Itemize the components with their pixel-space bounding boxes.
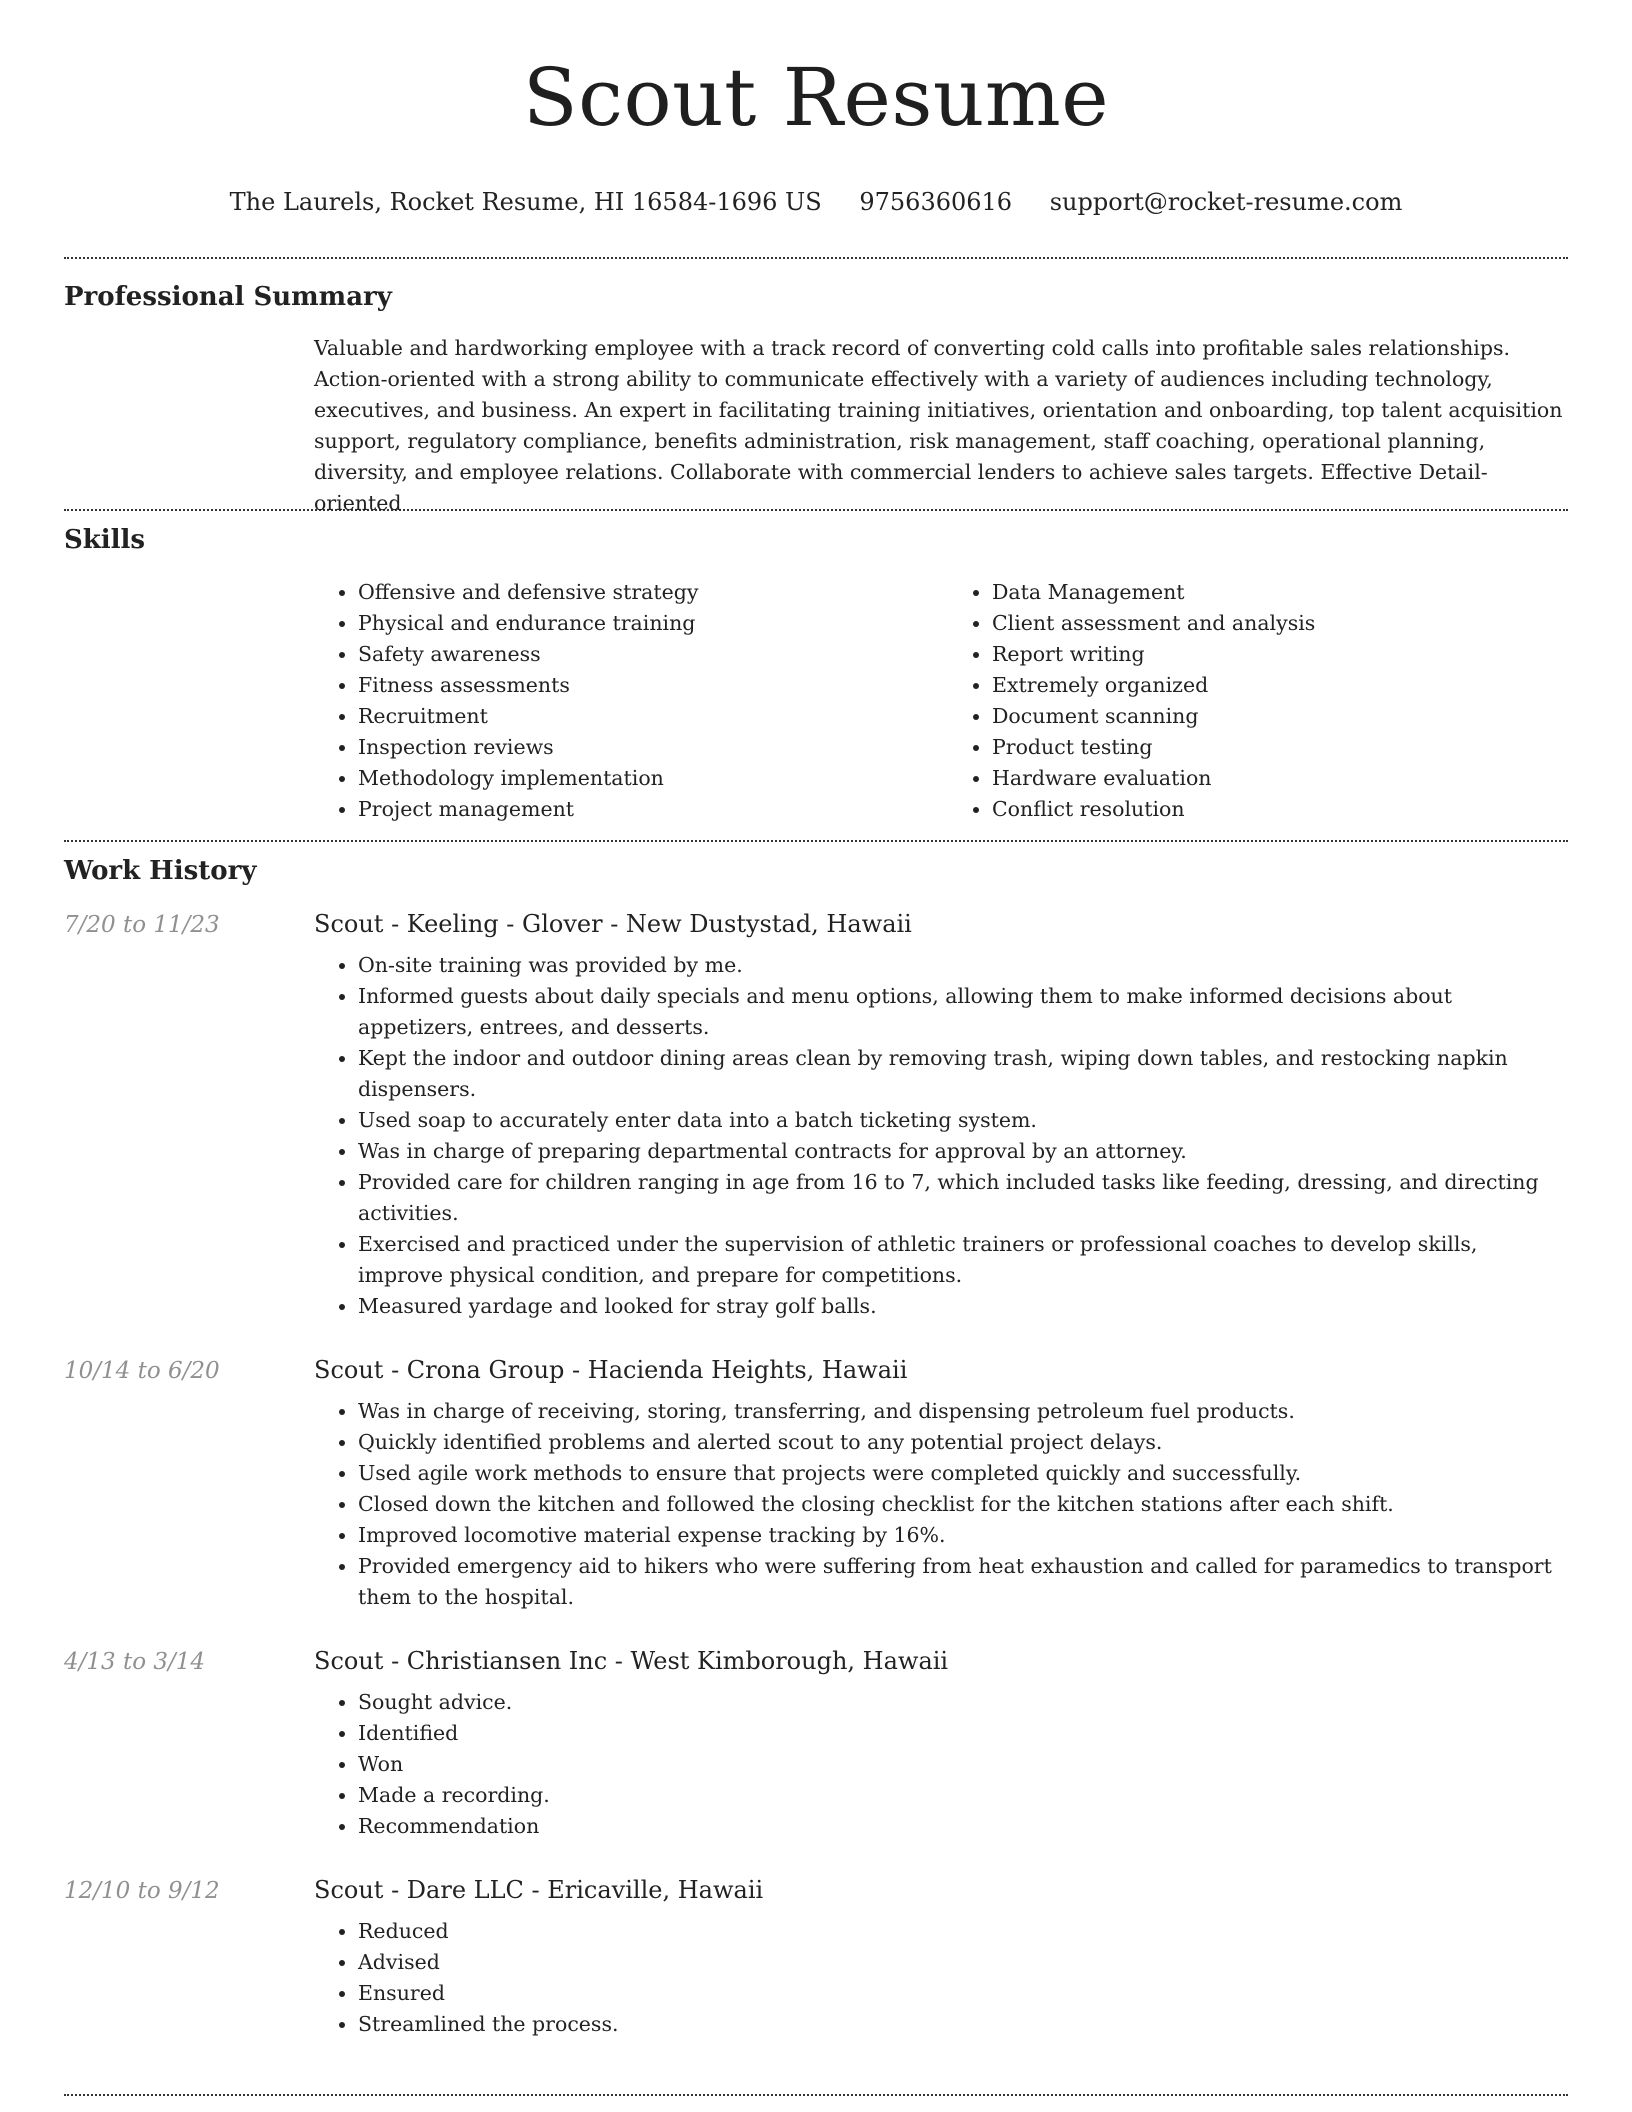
job-duty: • Ensured — [358, 1978, 1568, 2009]
skill-item: • Client assessment and analysis — [992, 608, 1562, 639]
skill-item: • Offensive and defensive strategy — [358, 577, 928, 608]
job-duty: • Made a recording. — [358, 1780, 1568, 1811]
job-duty: • Identified — [358, 1718, 1568, 1749]
job-duties — [314, 1396, 1568, 1613]
job-dates: 10/14 to 6/20 — [64, 1358, 220, 1384]
job-duties — [314, 1687, 1568, 1842]
skills-columns — [314, 577, 1568, 825]
skills-section — [64, 511, 1568, 840]
job-duty-list — [314, 1396, 1568, 1613]
skill-item: • Physical and endurance training — [358, 608, 928, 639]
job-header — [64, 910, 1568, 938]
skill-item: • Data Management — [992, 577, 1562, 608]
job-dates: 4/13 to 3/14 — [64, 1649, 206, 1675]
job-duty: • Measured yardage and looked for stray golf balls. — [358, 1291, 1568, 1322]
job-header — [64, 1876, 1568, 1904]
job-duty-list — [314, 1916, 1568, 2040]
job-title: Scout - Dare LLC - Ericaville, Hawaii — [314, 1876, 764, 1904]
contact-email: support@rocket-resume.com — [1049, 188, 1403, 216]
skill-item: • Report writing — [992, 639, 1562, 670]
job-duties — [314, 1916, 1568, 2040]
skill-item: • Fitness assessments — [358, 670, 928, 701]
contact-line — [64, 184, 1568, 220]
skill-item: • Conflict resolution — [992, 794, 1562, 825]
job-duty: • Used agile work methods to ensure that projects were completed quickly and successfully. — [358, 1458, 1568, 1489]
job-duty-list — [314, 950, 1568, 1322]
summary-body — [314, 333, 1568, 519]
candidate-name: Scout Resume — [522, 51, 1110, 144]
job-duty: • Provided emergency aid to hikers who were suffering from heat exhaustion and called for paramedics to transport them to the hospital. — [358, 1551, 1568, 1613]
skills-heading: Skills — [64, 525, 146, 555]
contact-address: The Laurels, Rocket Resume, HI 16584-1696 US — [229, 188, 822, 216]
job-duty: • Exercised and practiced under the supervision of athletic trainers or professional coaches to develop skills, improve physical condition, and prepare for competitions. — [358, 1229, 1568, 1291]
job-duty-list — [314, 1687, 1568, 1842]
work-heading: Work History — [64, 856, 257, 886]
summary-text: Valuable and hardworking employee with a track record of converting cold calls into profitable sales relationships. Action-oriented with a strong ability to communicate effectively with a variety of audiences including technology, executives, and business. An expert in facilitating training initiatives, orientation and onboarding, top talent acquisition support, regulatory compliance, benefits administration, risk management, staff coaching, operational planning, diversity, and employee relations. Collaborate with commercial lenders to achieve sales targets. Effective Detail-oriented — [314, 336, 1563, 515]
job-duty: • Used soap to accurately enter data into a batch ticketing system. — [358, 1105, 1568, 1136]
skill-item: • Recruitment — [358, 701, 928, 732]
job-entry — [64, 1876, 1568, 2040]
summary-heading: Professional Summary — [64, 282, 392, 312]
summary-section — [64, 259, 1568, 515]
job-title: Scout - Crona Group - Hacienda Heights, Hawaii — [314, 1356, 908, 1384]
job-entry — [64, 1647, 1568, 1842]
job-duty: • Won — [358, 1749, 1568, 1780]
job-duties — [314, 950, 1568, 1322]
job-dates: 7/20 to 11/23 — [64, 912, 220, 938]
job-header — [64, 1647, 1568, 1675]
skill-item: • Extremely organized — [992, 670, 1562, 701]
job-title: Scout - Keeling - Glover - New Dustystad, Hawaii — [314, 910, 912, 938]
job-duty: • Streamlined the process. — [358, 2009, 1568, 2040]
job-duty: • Was in charge of preparing departmental contracts for approval by an attorney. — [358, 1136, 1568, 1167]
job-duty: • Was in charge of receiving, storing, transferring, and dispensing petroleum fuel products. — [358, 1396, 1568, 1427]
job-duty: • Informed guests about daily specials and menu options, allowing them to make informed decisions about appetizers, entrees, and desserts. — [358, 981, 1568, 1043]
skills-list-right — [948, 577, 1562, 825]
skill-item: • Document scanning — [992, 701, 1562, 732]
skill-item: • Project management — [358, 794, 928, 825]
skill-item: • Inspection reviews — [358, 732, 928, 763]
job-dates: 12/10 to 9/12 — [64, 1878, 220, 1904]
job-duty: • Quickly identified problems and alerted scout to any potential project delays. — [358, 1427, 1568, 1458]
skill-item: • Hardware evaluation — [992, 763, 1562, 794]
skills-list-left — [314, 577, 928, 825]
skill-item: • Methodology implementation — [358, 763, 928, 794]
job-duty: • Recommendation — [358, 1811, 1568, 1842]
job-entry — [64, 910, 1568, 1322]
job-duty: • Improved locomotive material expense tracking by 16%. — [358, 1520, 1568, 1551]
skill-item: • Product testing — [992, 732, 1562, 763]
job-duty: • Sought advice. — [358, 1687, 1568, 1718]
contact-phone: 9756360616 — [859, 188, 1013, 216]
job-duty: • Advised — [358, 1947, 1568, 1978]
job-entry — [64, 1356, 1568, 1613]
job-duty: • Provided care for children ranging in age from 16 to 7, which included tasks like feeding, dressing, and directing activities. — [358, 1167, 1568, 1229]
job-header — [64, 1356, 1568, 1384]
skill-item: • Safety awareness — [358, 639, 928, 670]
job-duty: • Closed down the kitchen and followed the closing checklist for the kitchen stations after each shift. — [358, 1489, 1568, 1520]
footer-divider — [64, 2094, 1568, 2096]
resume-page — [64, 0, 1568, 2093]
work-section — [64, 842, 1568, 2093]
job-title: Scout - Christiansen Inc - West Kimborough, Hawaii — [314, 1647, 949, 1675]
job-duty: • Reduced — [358, 1916, 1568, 1947]
job-duty: • Kept the indoor and outdoor dining areas clean by removing trash, wiping down tables, and restocking napkin dispensers. — [358, 1043, 1568, 1105]
job-duty: • On-site training was provided by me. — [358, 950, 1568, 981]
